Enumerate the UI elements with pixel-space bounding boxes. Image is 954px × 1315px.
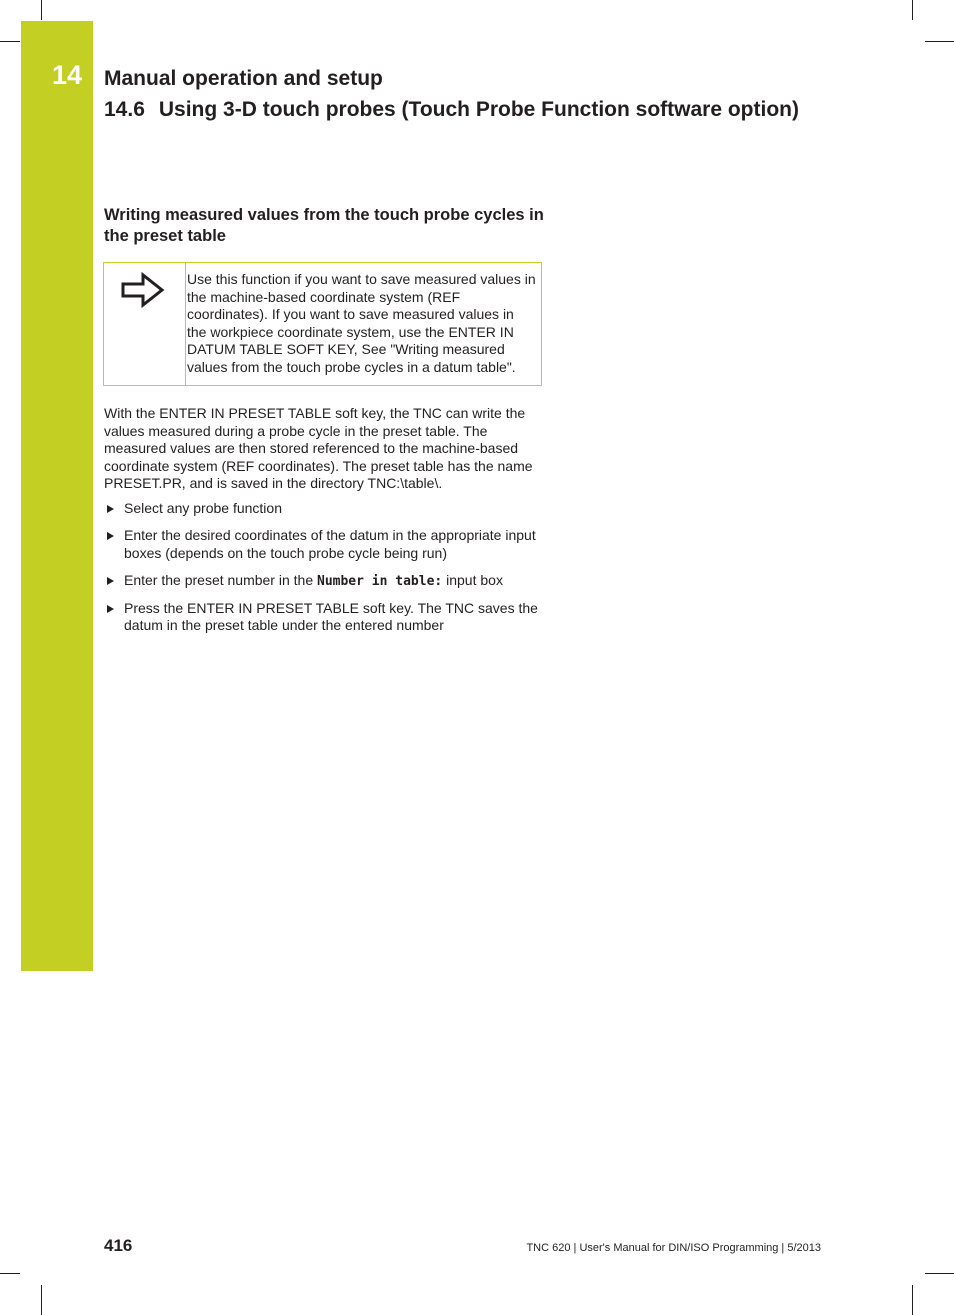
crop-mark — [925, 41, 954, 42]
list-item — [104, 527, 544, 562]
arrow-right-icon — [119, 270, 167, 310]
list-item — [104, 500, 544, 518]
step-text: Press the ENTER IN PRESET TABLE soft key. The TNC saves the datum in the preset table under the entered number — [124, 599, 538, 634]
step-list — [104, 500, 544, 645]
note-box — [103, 262, 542, 386]
footer-text: TNC 620 | User's Manual for DIN/ISO Programming | 5/2013 — [526, 1242, 821, 1254]
crop-mark — [41, 0, 42, 20]
crop-mark — [925, 1273, 954, 1274]
step-text: Enter the desired coordinates of the datum in the appropriate input boxes (depends on the touch probe cycle being run) — [124, 527, 536, 561]
body-paragraph: With the ENTER IN PRESET TABLE soft key, the TNC can write the values measured during a probe cycle in the preset table. The measured values are then stored referenced to the machine-based coordinate system (REF coordinates). The preset table has the name PRESET.PR, and is saved in the directory TNC:\table\. — [104, 405, 533, 492]
note-text: Use this function if you want to save measured values in the machine-based coordinate system (REF coordinates). If you want to save measured values in the workpiece coordinate system, use the ENTER IN DATUM TABLE SOFT KEY, See "Writing measured values from the touch probe cycles in a datum table". — [187, 271, 536, 375]
bullet-arrow-icon — [107, 532, 114, 540]
crop-mark — [41, 1285, 42, 1315]
step-text-pre: Enter the preset number in the — [124, 571, 317, 588]
section-number: 14.6 — [104, 98, 145, 121]
list-item — [104, 572, 544, 591]
chapter-number: 14 — [52, 60, 83, 90]
crop-mark — [912, 0, 913, 20]
chapter-sidebar — [21, 21, 93, 971]
section-title-text: Using 3-D touch probes (Touch Probe Function software option) — [158, 98, 799, 121]
step-text: Select any probe function — [124, 500, 282, 516]
step-code: Number in table: — [317, 573, 443, 589]
bullet-arrow-icon — [107, 605, 114, 613]
subsection-heading: Writing measured values from the touch probe cycles in the preset table — [104, 206, 544, 245]
list-item — [104, 600, 544, 635]
bullet-arrow-icon — [107, 505, 114, 513]
crop-mark — [0, 41, 20, 42]
crop-mark — [0, 1273, 20, 1274]
page-number: 416 — [104, 1236, 133, 1255]
bullet-arrow-icon — [107, 577, 114, 585]
step-text-post: input box — [442, 571, 503, 588]
note-divider — [185, 263, 186, 385]
chapter-title: Manual operation and setup — [104, 67, 383, 90]
crop-mark — [912, 1285, 913, 1315]
section-title — [104, 98, 799, 122]
